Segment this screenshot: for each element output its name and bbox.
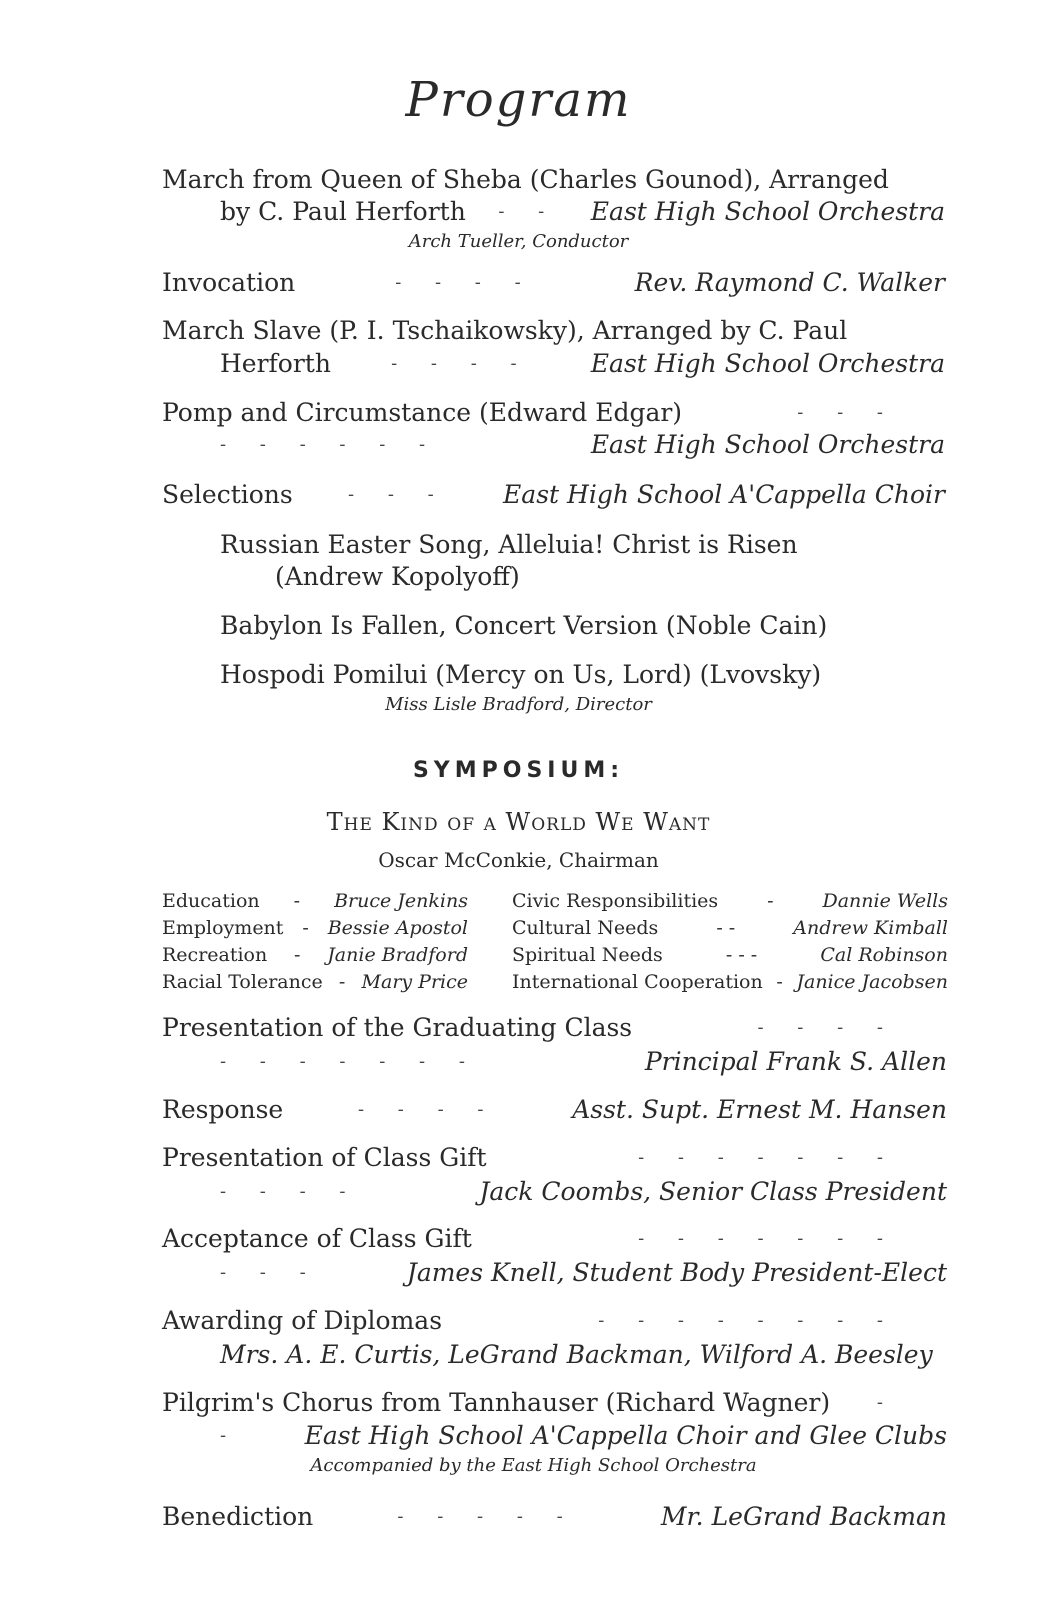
program-item-invocation — [162, 266, 945, 300]
song-title: Russian Easter Song, Alleluia! Christ is Risen — [220, 530, 798, 559]
item-text: by C. Paul Herforth — [220, 197, 466, 226]
leader-dashes: - - - — [797, 402, 897, 423]
program-item-selections — [162, 478, 945, 512]
program-item-diplomas-performer — [220, 1338, 947, 1372]
item-text: Benediction — [162, 1502, 314, 1531]
leader-dashes: - — [293, 890, 301, 912]
leader-dashes: - - - — [725, 944, 758, 966]
item-text: Invocation — [162, 268, 296, 297]
leader-dashes: - - - - — [757, 1017, 897, 1038]
leader-dashes: - - — [716, 917, 736, 939]
song — [220, 609, 945, 643]
topic: International Cooperation — [512, 971, 763, 993]
item-text: March Slave (P. I. Tschaikowsky), Arranged by C. Paul — [162, 316, 848, 345]
leader-dashes: - — [767, 890, 774, 912]
program-item-benediction — [162, 1500, 947, 1534]
performer: East High School A'Cappella Choir — [503, 480, 945, 509]
leader-dashes: - - - - — [395, 272, 535, 293]
speaker: Dannie Wells — [822, 890, 948, 912]
item-text: March from Queen of Sheba (Charles Gounod), Arranged — [162, 165, 889, 194]
speaker: Bessie Apostol — [327, 917, 468, 939]
performer: Asst. Supt. Ernest M. Hansen — [572, 1095, 947, 1124]
program-item-pomp — [162, 396, 897, 430]
program-item-pomp-performer — [220, 428, 945, 462]
symposium-theme: The Kind of a World We Want — [326, 808, 711, 836]
table-row — [162, 942, 948, 969]
program-item-queen-performer — [220, 195, 945, 229]
program-item-class-gift — [162, 1141, 897, 1175]
song-title: Hospodi Pomilui (Mercy on Us, Lord) (Lvovsky) — [220, 660, 822, 689]
song-composer: (Andrew Kopolyoff) — [275, 562, 520, 591]
program-item-pilgrims-chorus — [162, 1386, 897, 1420]
performer: East High School Orchestra — [590, 430, 945, 459]
symposium-chairman: Oscar McConkie, Chairman — [378, 848, 659, 872]
leader-dashes: - - - — [348, 484, 448, 505]
topic: Cultural Needs — [512, 917, 659, 939]
leader-dashes: - — [338, 971, 346, 993]
conductor-note: Arch Tueller, Conductor — [408, 231, 629, 252]
item-text: Acceptance of Class Gift — [162, 1224, 472, 1253]
program-item-graduating-performer — [220, 1045, 947, 1079]
performer: East High School A'Cappella Choir and Glee Clubs — [304, 1421, 947, 1450]
leader-dashes: - - - - - - — [220, 434, 440, 455]
program-item-graduating-class — [162, 1011, 897, 1045]
leader-dashes: - — [220, 1425, 241, 1446]
song-title: Babylon Is Fallen, Concert Version (Noble Cain) — [220, 611, 828, 640]
leader-dashes: - - - - - - - — [220, 1051, 479, 1072]
table-row — [162, 915, 948, 942]
item-text: Selections — [162, 480, 293, 509]
symposium-heading: SYMPOSIUM: — [412, 758, 625, 783]
leader-dashes: - — [294, 944, 301, 966]
program-item-pilgrims-performer — [220, 1419, 947, 1453]
program-item-acceptance-performer — [220, 1256, 947, 1290]
leader-dashes: - - - - — [220, 1181, 360, 1202]
performer: East High School Orchestra — [590, 197, 945, 226]
speaker: Cal Robinson — [820, 944, 948, 966]
item-text: Pomp and Circumstance (Edward Edgar) — [162, 398, 683, 427]
song — [275, 560, 945, 594]
topic: Employment — [162, 917, 284, 939]
topic: Education — [162, 890, 260, 912]
speaker: Andrew Kimball — [793, 917, 948, 939]
leader-dashes: - - - - - - - — [638, 1147, 897, 1168]
leader-dashes: - — [302, 917, 309, 939]
item-text: Herforth — [220, 349, 331, 378]
speaker: Janie Bradford — [327, 944, 468, 966]
program-item-march-slave-performer — [220, 347, 945, 381]
program-item-response — [162, 1093, 947, 1127]
table-row — [162, 888, 948, 915]
leader-dashes: - - — [498, 201, 559, 222]
topic: Civic Responsibilities — [512, 890, 719, 912]
performer: Rev. Raymond C. Walker — [634, 268, 945, 297]
song — [220, 528, 945, 562]
leader-dashes: - - - — [220, 1262, 320, 1283]
table-row — [162, 969, 948, 996]
leader-dashes: - - - - - - - - — [598, 1310, 897, 1331]
performer: Mr. LeGrand Backman — [660, 1502, 947, 1531]
program-item-queen-of-sheba — [162, 163, 945, 197]
leader-dashes: - - - - — [357, 1099, 498, 1120]
program-title: Program — [405, 72, 632, 128]
program-item-acceptance — [162, 1222, 897, 1256]
director-note: Miss Lisle Bradford, Director — [385, 694, 652, 715]
performer: East High School Orchestra — [590, 349, 945, 378]
performer: Jack Coombs, Senior Class President — [479, 1177, 947, 1206]
topic: Racial Tolerance — [162, 971, 323, 993]
symposium-table — [162, 888, 948, 996]
topic: Spiritual Needs — [512, 944, 663, 966]
program-item-class-gift-performer — [220, 1175, 947, 1209]
leader-dashes: - - - - - — [397, 1506, 577, 1527]
speaker: Mary Price — [361, 971, 468, 993]
program-item-diplomas — [162, 1304, 897, 1338]
item-text: Presentation of the Graduating Class — [162, 1013, 633, 1042]
item-text: Response — [162, 1095, 284, 1124]
item-text: Awarding of Diplomas — [162, 1306, 443, 1335]
leader-dashes: - — [876, 1392, 897, 1413]
speaker: Janice Jacobsen — [796, 971, 948, 993]
speaker: Bruce Jenkins — [334, 890, 468, 912]
performer: Mrs. A. E. Curtis, LeGrand Backman, Wilford A. Beesley — [220, 1340, 933, 1369]
topic: Recreation — [162, 944, 268, 966]
performer: James Knell, Student Body President-Elect — [406, 1258, 947, 1287]
song — [220, 658, 945, 692]
leader-dashes: - — [776, 971, 783, 993]
performer: Principal Frank S. Allen — [644, 1047, 947, 1076]
item-text: Pilgrim's Chorus from Tannhauser (Richard Wagner) — [162, 1388, 831, 1417]
program-item-march-slave — [162, 314, 945, 348]
leader-dashes: - - - - - - - — [638, 1228, 897, 1249]
item-text: Presentation of Class Gift — [162, 1143, 487, 1172]
leader-dashes: - - - - — [391, 353, 531, 374]
accompaniment-note: Accompanied by the East High School Orchestra — [310, 1455, 757, 1476]
